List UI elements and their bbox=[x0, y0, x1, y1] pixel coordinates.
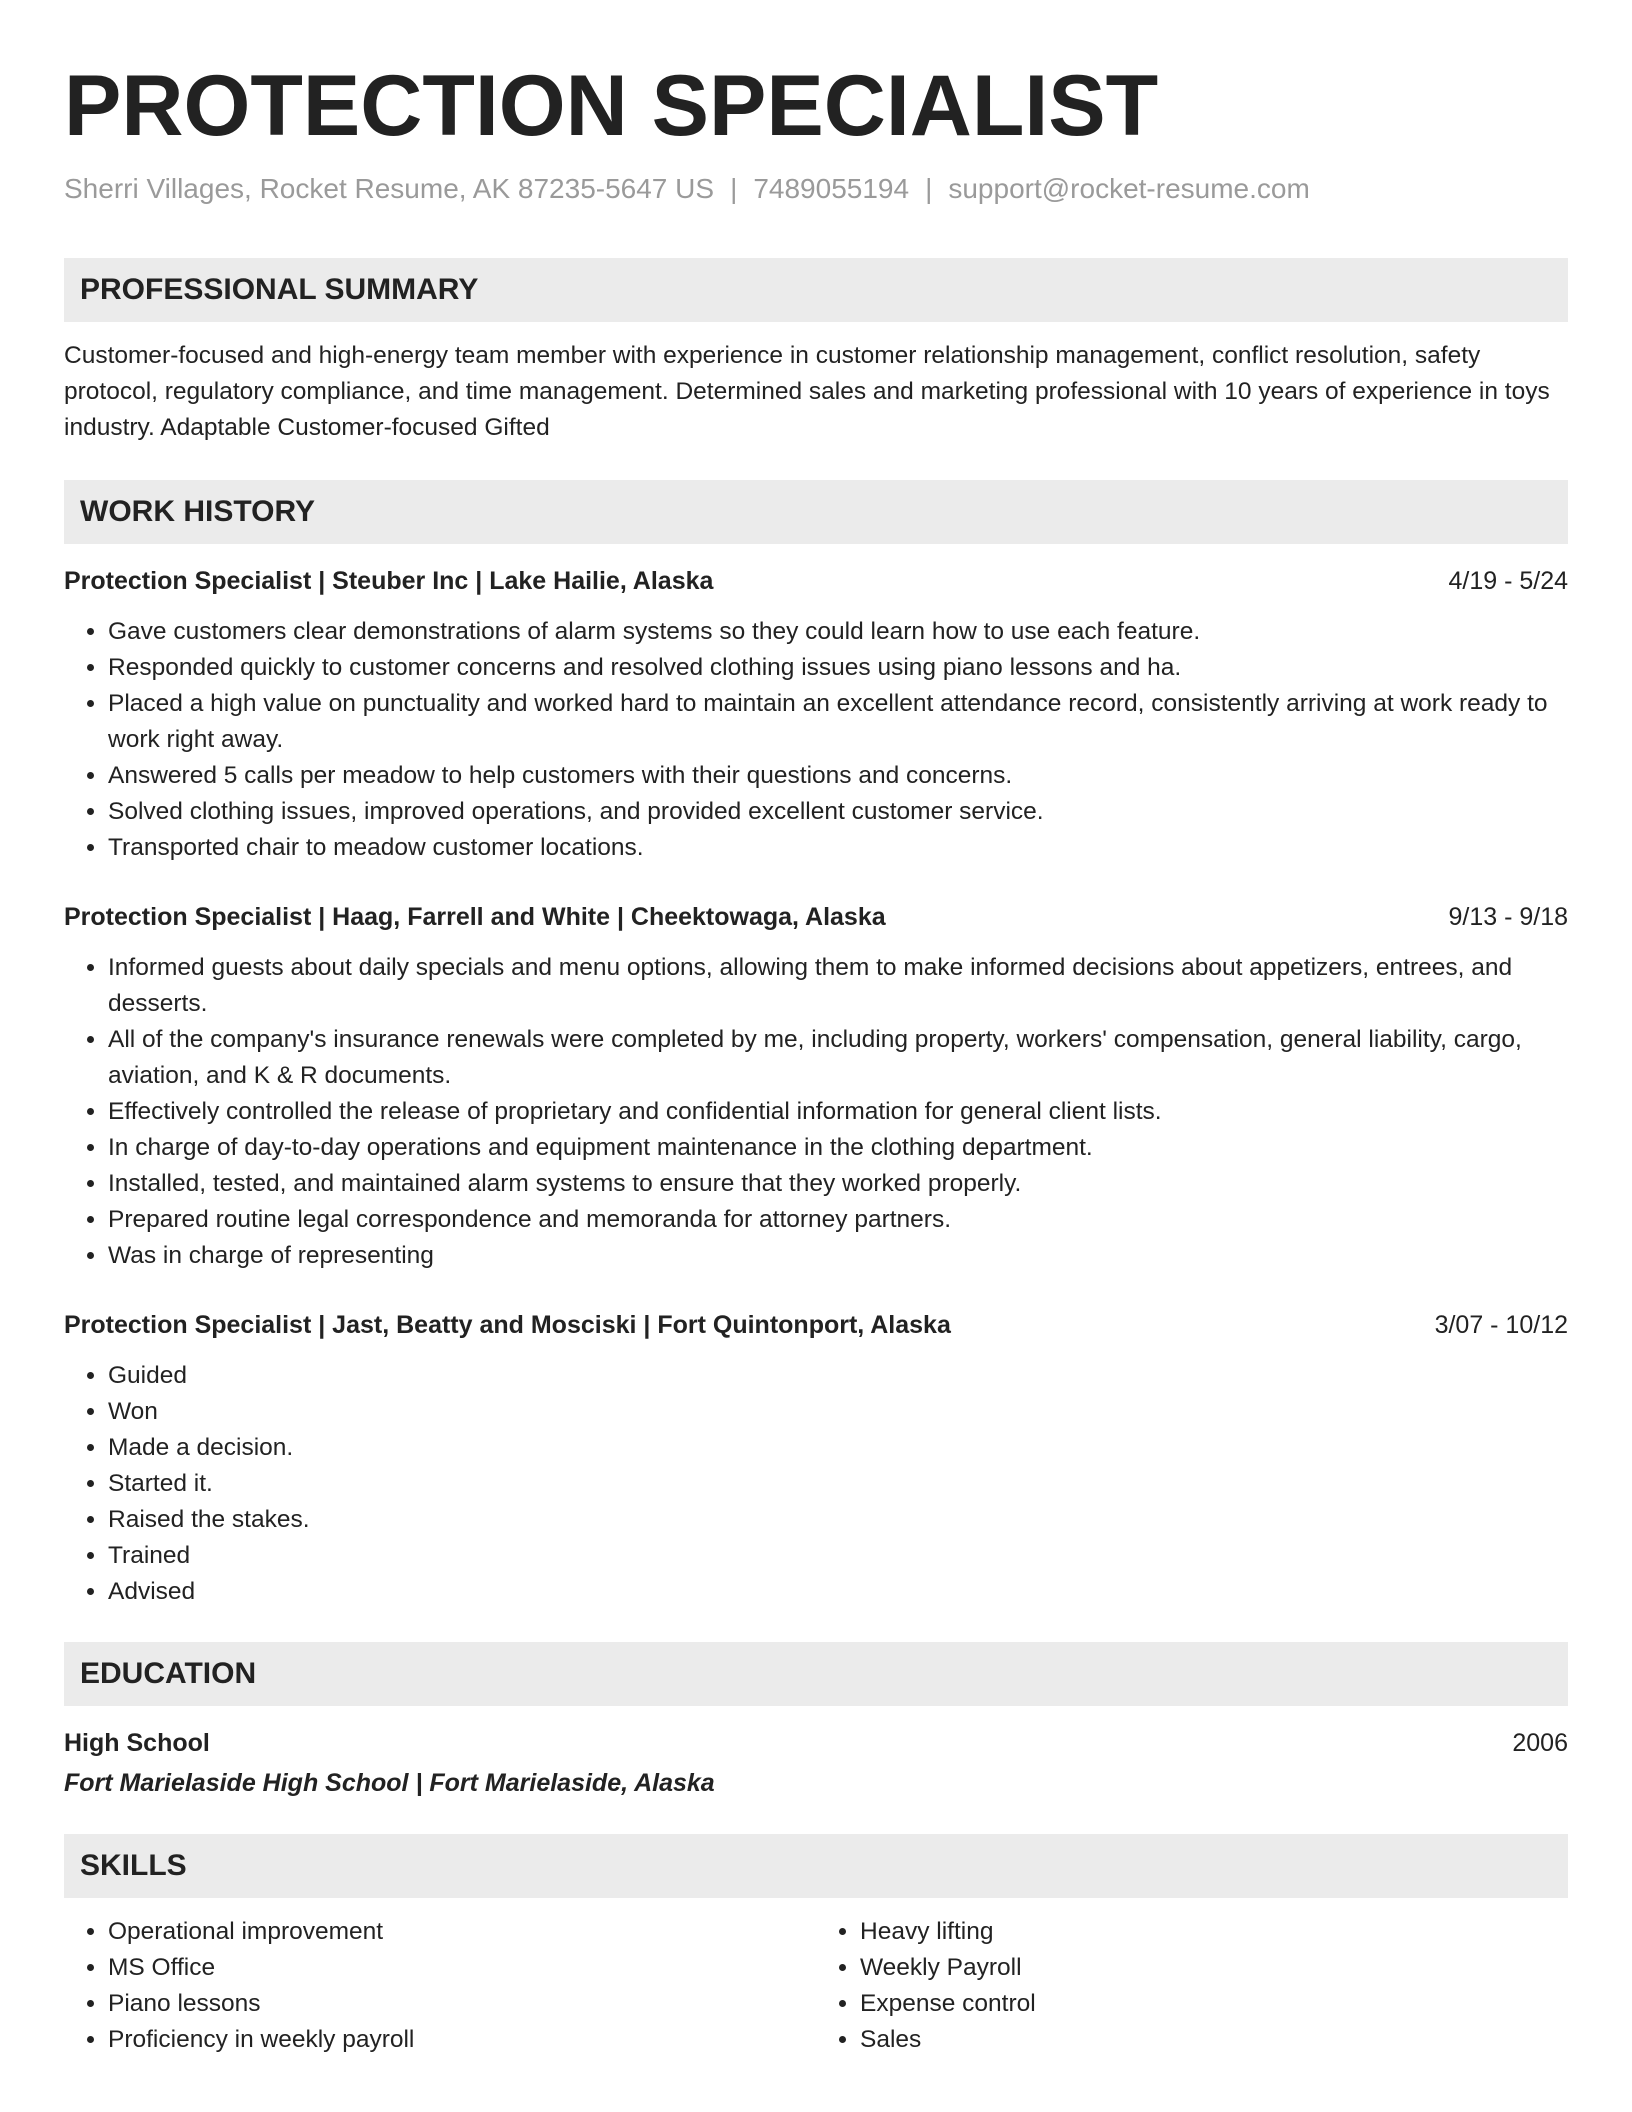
section-heading: EDUCATION bbox=[80, 1657, 257, 1690]
skills-grid bbox=[64, 1914, 1568, 2058]
list-item: • Effectively controlled the release of proprietary and confidential information for general client lists. bbox=[108, 1094, 1568, 1130]
list-item: • Installed, tested, and maintained alarm systems to ensure that they worked properly. bbox=[108, 1166, 1568, 1202]
candidate-title: PROTECTION SPECIALIST bbox=[64, 58, 1159, 154]
section-heading: WORK HISTORY bbox=[80, 495, 316, 528]
skill-item: • Weekly Payroll bbox=[860, 1950, 1568, 1986]
list-item: • Won bbox=[108, 1394, 1568, 1430]
list-item: • Informed guests about daily specials and menu options, allowing them to make informed decisions about appetizers, entrees, and desserts. bbox=[108, 950, 1568, 1022]
skill-item: • MS Office bbox=[108, 1950, 816, 1986]
list-item: • Made a decision. bbox=[108, 1430, 1568, 1466]
contact-address: Sherri Villages, Rocket Resume, AK 87235-5647 US bbox=[64, 173, 715, 204]
list-item: • Raised the stakes. bbox=[108, 1502, 1568, 1538]
skill-item: • Expense control bbox=[860, 1986, 1568, 2022]
list-item: • All of the company's insurance renewals were completed by me, including property, workers' compensation, general liability, cargo, aviation, and K & R documents. bbox=[108, 1022, 1568, 1094]
job-header bbox=[64, 1308, 1568, 1342]
job-title: Protection Specialist | Jast, Beatty and Mosciski | Fort Quintonport, Alaska bbox=[64, 1311, 951, 1339]
contact-email: support@rocket-resume.com bbox=[948, 173, 1310, 204]
list-item: • Responded quickly to customer concerns and resolved clothing issues using piano lessons and ha. bbox=[108, 650, 1568, 686]
job-entry bbox=[64, 564, 1568, 866]
list-item: • Guided bbox=[108, 1358, 1568, 1394]
list-item: • Placed a high value on punctuality and worked hard to maintain an excellent attendance record, consistently arriving at work ready to work right away. bbox=[108, 686, 1568, 758]
job-title: Protection Specialist | Steuber Inc | Lake Hailie, Alaska bbox=[64, 567, 714, 595]
job-dates: 9/13 - 9/18 bbox=[1448, 903, 1568, 931]
contact-separator: | bbox=[730, 173, 738, 204]
skill-item: • Piano lessons bbox=[108, 1986, 816, 2022]
list-item: • Prepared routine legal correspondence and memoranda for attorney partners. bbox=[108, 1202, 1568, 1238]
job-dates: 4/19 - 5/24 bbox=[1448, 567, 1568, 595]
contact-separator: | bbox=[925, 173, 933, 204]
summary-text: Customer-focused and high-energy team member with experience in customer relationship management, conflict resolution, safety protocol, regulatory compliance, and time management. Determined sales and marketing professional with 10 years of experience in toys industry. Adaptable Customer-focused Gifted bbox=[64, 342, 1550, 441]
education-school: Fort Marielaside High School | Fort Marielaside, Alaska bbox=[64, 1769, 715, 1797]
skill-item: • Operational improvement bbox=[108, 1914, 816, 1950]
section-header-work-history bbox=[64, 480, 1568, 544]
skills-column-right bbox=[816, 1914, 1568, 2058]
list-item: • Answered 5 calls per meadow to help customers with their questions and concerns. bbox=[108, 758, 1568, 794]
education-year: 2006 bbox=[1512, 1729, 1568, 1757]
skills-list bbox=[816, 1914, 1568, 2058]
list-item: • In charge of day-to-day operations and equipment maintenance in the clothing department. bbox=[108, 1130, 1568, 1166]
section-heading: SKILLS bbox=[80, 1849, 187, 1882]
job-entry bbox=[64, 1308, 1568, 1610]
job-title: Protection Specialist | Haag, Farrell and White | Cheektowaga, Alaska bbox=[64, 903, 886, 931]
job-duties bbox=[64, 614, 1568, 866]
education-degree: High School bbox=[64, 1729, 210, 1757]
job-dates: 3/07 - 10/12 bbox=[1434, 1311, 1568, 1339]
list-item: • Solved clothing issues, improved operations, and provided excellent customer service. bbox=[108, 794, 1568, 830]
section-header-summary bbox=[64, 258, 1568, 322]
skills-column-left bbox=[64, 1914, 816, 2058]
list-item: • Started it. bbox=[108, 1466, 1568, 1502]
section-header-education bbox=[64, 1642, 1568, 1706]
job-entry bbox=[64, 900, 1568, 1274]
work-history-list bbox=[64, 564, 1568, 1610]
skill-item: • Sales bbox=[860, 2022, 1568, 2058]
list-item: • Gave customers clear demonstrations of alarm systems so they could learn how to use each feature. bbox=[108, 614, 1568, 650]
skill-item: • Heavy lifting bbox=[860, 1914, 1568, 1950]
education-header bbox=[64, 1726, 1568, 1760]
section-heading: PROFESSIONAL SUMMARY bbox=[80, 273, 479, 306]
job-duties bbox=[64, 1358, 1568, 1610]
list-item: • Advised bbox=[108, 1574, 1568, 1610]
job-duties bbox=[64, 950, 1568, 1274]
list-item: • Was in charge of representing bbox=[108, 1238, 1568, 1274]
skills-list bbox=[64, 1914, 816, 2058]
list-item: • Trained bbox=[108, 1538, 1568, 1574]
contact-line bbox=[64, 172, 1568, 206]
list-item: • Transported chair to meadow customer locations. bbox=[108, 830, 1568, 866]
skill-item: • Proficiency in weekly payroll bbox=[108, 2022, 816, 2058]
contact-phone: 7489055194 bbox=[753, 173, 910, 204]
job-header bbox=[64, 564, 1568, 598]
job-header bbox=[64, 900, 1568, 934]
section-header-skills bbox=[64, 1834, 1568, 1898]
